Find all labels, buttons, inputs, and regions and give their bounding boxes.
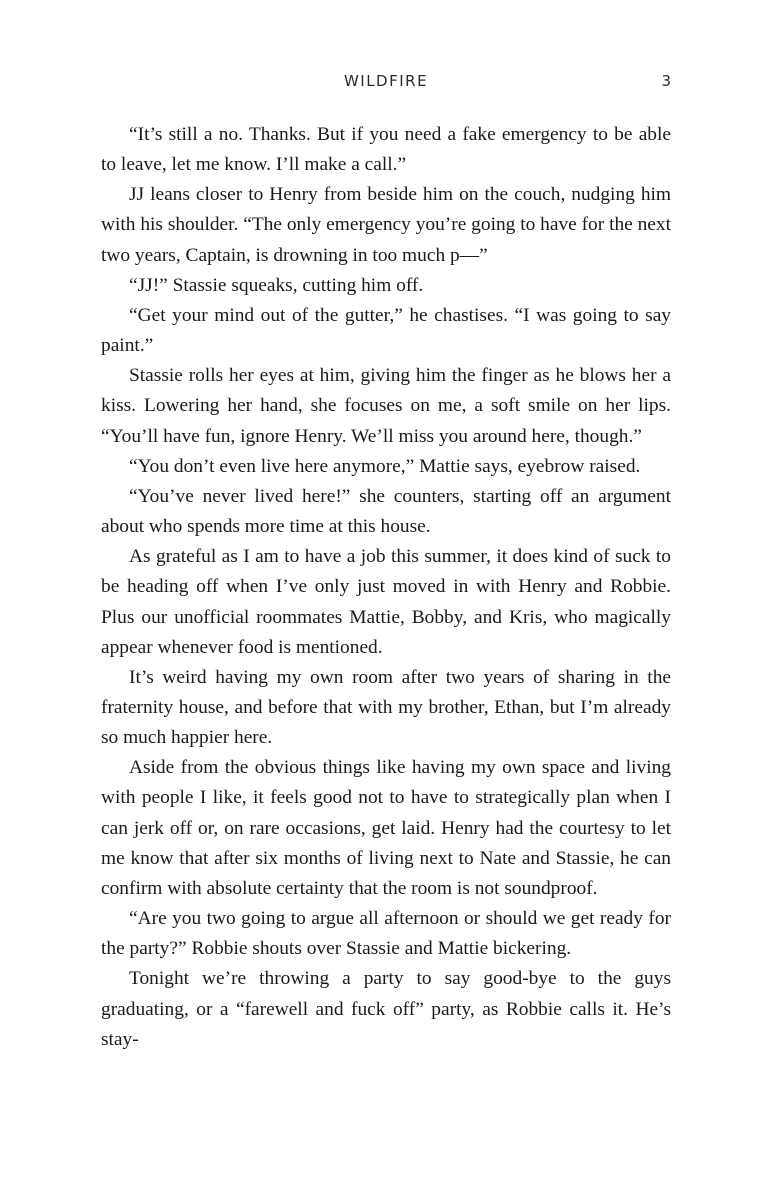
paragraph: “JJ!” Stassie squeaks, cutting him off. — [129, 274, 424, 296]
paragraph: Tonight we’re throwing a party to say good-bye to the guys graduating, or a “farewell and fuck off” party, as Robbie calls it. He’s stay- — [101, 968, 671, 1050]
paragraph: “You don’t even live here anymore,” Mattie says, eyebrow raised. — [129, 455, 641, 477]
book-title: WILDFIRE — [343, 72, 429, 90]
page-number: 3 — [661, 72, 671, 90]
paragraph: As grateful as I am to have a job this summer, it does kind of suck to be heading off when I’ve only just moved in with Henry and Robbie. Plus our unofficial roommates Mattie, Bobby, and Kris, who magically appear whenever food is mentioned. — [101, 546, 671, 658]
paragraph: “It’s still a no. Thanks. But if you need a fake emergency to be able to leave, let me know. I’ll make a call.” — [101, 124, 671, 176]
paragraph: JJ leans closer to Henry from beside him on the couch, nudging him with his shoulder. “The only emergency you’re going to have for the next two years, Captain, is drowning in too much p—” — [101, 184, 671, 266]
paragraph: “You’ve never lived here!” she counters, starting off an argument about who spends more time at this house. — [101, 485, 671, 538]
paragraph: “Get your mind out of the gutter,” he chastises. “I was going to say paint.” — [101, 304, 671, 357]
paragraph: It’s weird having my own room after two years of sharing in the fraternity house, and before that with my brother, Ethan, but I’m already so much happier here. — [101, 666, 671, 749]
running-head — [101, 70, 671, 94]
body-text — [101, 120, 671, 1055]
paragraph: Stassie rolls her eyes at him, giving him the finger as he blows her a kiss. Lowering her hand, she focuses on me, a soft smile on her lips. “You’ll have fun, ignore Henry. We’ll miss you around here, though.” — [101, 365, 671, 447]
paragraph: Aside from the obvious things like having my own space and living with people I like, it feels good not to have to strategically plan when I can jerk off or, on rare occasions, get laid. Henry had the courtesy to let me know that after six months of living next to Nate and Stassie, he can confirm with absolute certainty that the room is not soundproof. — [101, 757, 671, 899]
paragraph: “Are you two going to argue all afternoon or should we get ready for the party?” Robbie shouts over Stassie and Mattie bickering. — [101, 908, 671, 960]
